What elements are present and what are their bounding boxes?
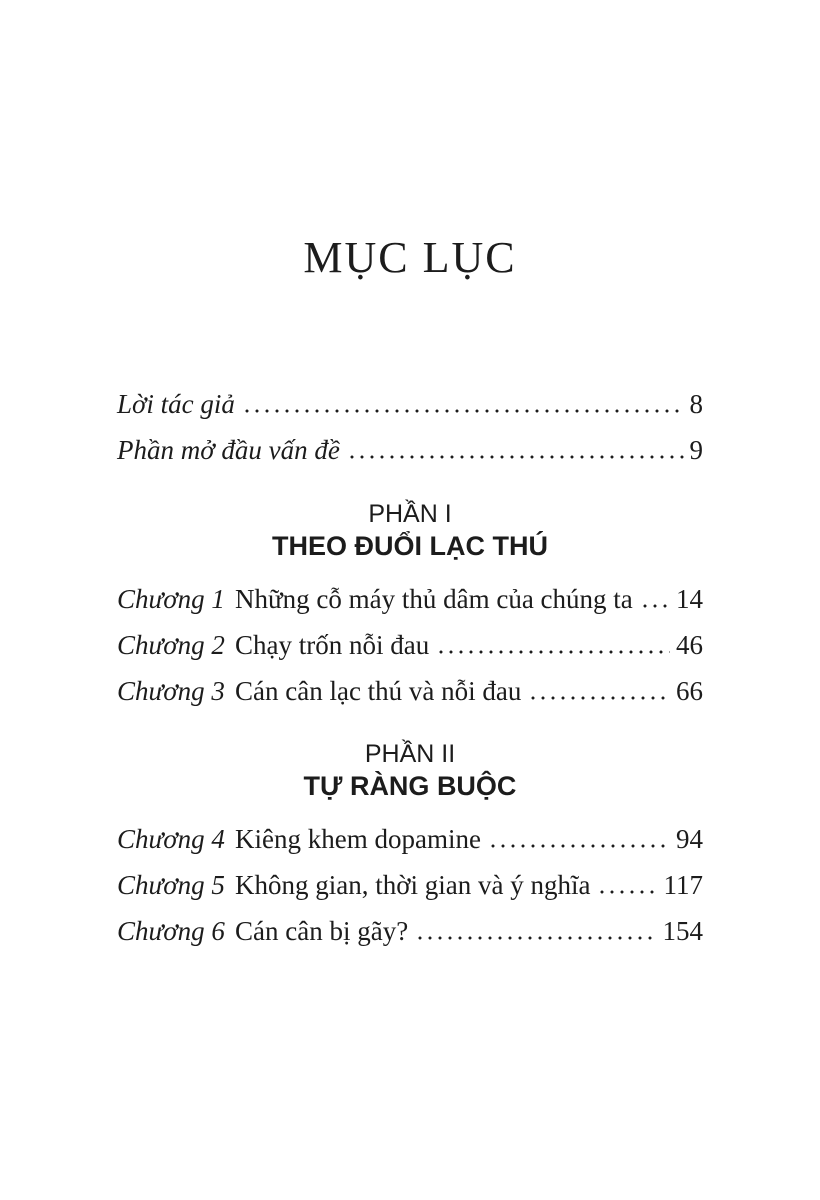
- front-matter-label: Phần mở đầu vấn đề: [117, 434, 340, 465]
- page-number: 9: [689, 434, 703, 465]
- chapter-row: [117, 622, 703, 668]
- dot-leader: [415, 908, 656, 954]
- chapter-row: [117, 862, 703, 908]
- chapter-title: Không gian, thời gian và ý nghĩa: [235, 869, 591, 900]
- part-label: PHẦN II: [364, 739, 456, 768]
- dot-leader: [488, 816, 670, 862]
- chapter-row: [117, 576, 703, 622]
- chapter-title: Cán cân lạc thú và nỗi đau: [235, 675, 522, 706]
- chapter-label: Chương 5: [117, 869, 225, 900]
- page-number: 117: [663, 869, 703, 900]
- part-section-1: [117, 500, 703, 714]
- chapter-row: [117, 668, 703, 714]
- page-number: 94: [676, 823, 703, 854]
- chapter-label: Chương 1: [117, 583, 225, 614]
- chapter-row: [117, 908, 703, 954]
- chapter-title: Chạy trốn nỗi đau: [235, 629, 430, 660]
- dot-leader: [242, 381, 684, 427]
- page-number: 46: [676, 629, 703, 660]
- part-section-2: [117, 740, 703, 954]
- part-title: THEO ĐUỔI LẠC THÚ: [272, 530, 548, 561]
- part-heading: [117, 500, 703, 564]
- chapter-label: Chương 4: [117, 823, 225, 854]
- dot-leader: [640, 576, 670, 622]
- front-matter-row: [117, 427, 703, 473]
- page-number: 66: [676, 675, 703, 706]
- part-heading: [117, 740, 703, 804]
- chapter-title: Những cỗ máy thủ dâm của chúng ta: [235, 583, 633, 614]
- chapter-row: [117, 816, 703, 862]
- chapter-title: Kiêng khem dopamine: [235, 823, 481, 854]
- chapter-list: [117, 816, 703, 954]
- chapter-title: Cán cân bị gãy?: [235, 915, 409, 946]
- page-number: 14: [676, 583, 703, 614]
- chapter-label: Chương 3: [117, 675, 225, 706]
- dot-leader: [597, 862, 657, 908]
- front-matter-section: [117, 381, 703, 473]
- dot-leader: [528, 668, 670, 714]
- front-matter-label: Lời tác giả: [117, 388, 235, 419]
- page-number: 8: [689, 388, 703, 419]
- chapter-list: [117, 576, 703, 714]
- dot-leader: [347, 427, 684, 473]
- part-title: TỰ RÀNG BUỘC: [303, 770, 517, 801]
- page-title: MỤC LỤC: [303, 233, 517, 282]
- page-number: 154: [662, 915, 703, 946]
- chapter-label: Chương 2: [117, 629, 225, 660]
- chapter-label: Chương 6: [117, 915, 225, 946]
- front-matter-row: [117, 381, 703, 427]
- part-label: PHẦN I: [368, 499, 452, 528]
- dot-leader: [436, 622, 670, 668]
